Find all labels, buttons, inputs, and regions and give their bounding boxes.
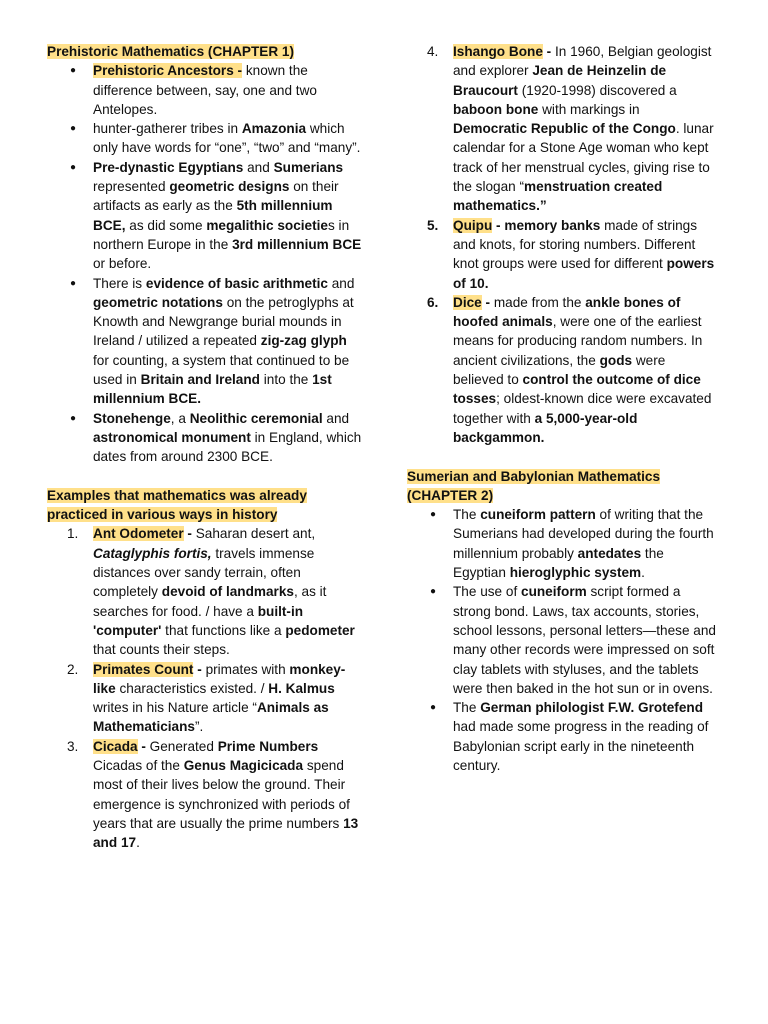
chapter1-heading: Prehistoric Mathematics (CHAPTER 1) — [47, 44, 295, 59]
list-item: ● Prehistoric Ancestors - known the difference between, say, one and two Antelopes. — [47, 61, 365, 119]
list-item: ● Stonehenge, a Neolithic ceremonial and astronomical monument in England, which dates from around 2300 BCE. — [47, 409, 365, 467]
chapter1-bullet-list — [47, 61, 365, 466]
list-item: 1. Ant Odometer - Saharan desert ant, Cataglyphis fortis, travels immense distances over sandy terrain, often completely devoid of landmarks, as it searches for food. / have a built-in 'computer' that functions like a pedometer that counts their steps. — [67, 526, 355, 658]
examples-numbered-list — [47, 524, 365, 852]
examples-heading: Examples that mathematics was already practiced in various ways in history — [47, 487, 307, 523]
list-item: 2. Primates Count - primates with monkey-like characteristics existed. / H. Kalmus writes in his Nature article “Animals as Mathematicians”. — [67, 661, 346, 735]
list-item: ● There is evidence of basic arithmetic and geometric notations on the petroglyphs at Knowth and Newgrange burial mounds in Ireland / utilized a repeated zig-zag glyph for counting, a system that continued to be used in Britain and Ireland into the 1st millennium BCE. — [47, 274, 365, 409]
list-item: 5. Quipu - memory banks made of strings and knots, for storing numbers. Different knot groups were used for different powers of 10. — [427, 217, 715, 291]
chapter2-bullet-list — [407, 505, 717, 775]
right-column — [407, 42, 717, 775]
left-column — [47, 42, 365, 852]
list-item: ● hunter-gatherer tribes in Amazonia which only have words for “one”, “two” and “many”. — [47, 119, 365, 158]
chapter2-heading: Sumerian and Babylonian Mathematics (CHAPTER 2) — [407, 468, 661, 503]
spacer — [407, 447, 717, 466]
list-item: ● Pre-dynastic Egyptians and Sumerians represented geometric designs on their artifacts as early as the 5th millennium BCE, as did some megalithic societies in northern Europe in the 3rd millennium BCE or before. — [47, 158, 365, 274]
spacer — [47, 467, 365, 486]
list-item: 6. Dice - made from the ankle bones of hoofed animals, were one of the earliest means for producing random numbers. In ancient civilizations, the gods were believed to control the outcome of dice tosses; oldest-known dice were excavated together with a 5,000-year-old backgammon. — [427, 294, 712, 445]
examples-numbered-list-continued — [407, 42, 717, 447]
list-item: 4. Ishango Bone - In 1960, Belgian geologist and explorer Jean de Heinzelin de Braucourt (1920-1998) discovered a baboon bone with markings in Democratic Republic of the Congo. lunar calendar for a Stone Age woman who kept track of her menstrual cycles, giving rise to the slogan “menstruation created mathematics.” — [427, 44, 714, 214]
list-item: ● The use of cuneiform script formed a strong bond. Laws, tax accounts, stories, school lessons, personal letters—these and many other records were impressed on soft clay tablets with styluses, and the tablets were then baked in the hot sun or in ovens. — [407, 582, 717, 698]
list-item: 3. Cicada - Generated Prime Numbers Cicadas of the Genus Magicicada spend most of their lives below the ground. Their emergence is synchronized with periods of years that are usually the prime numbers 13 and 17. — [67, 738, 359, 851]
list-item: ● The cuneiform pattern of writing that the Sumerians had developed during the fourth millennium probably antedates the Egyptian hieroglyphic system. — [407, 505, 717, 582]
list-item: ● The German philologist F.W. Grotefend had made some progress in the reading of Babylonian script early in the nineteenth century. — [407, 698, 717, 775]
